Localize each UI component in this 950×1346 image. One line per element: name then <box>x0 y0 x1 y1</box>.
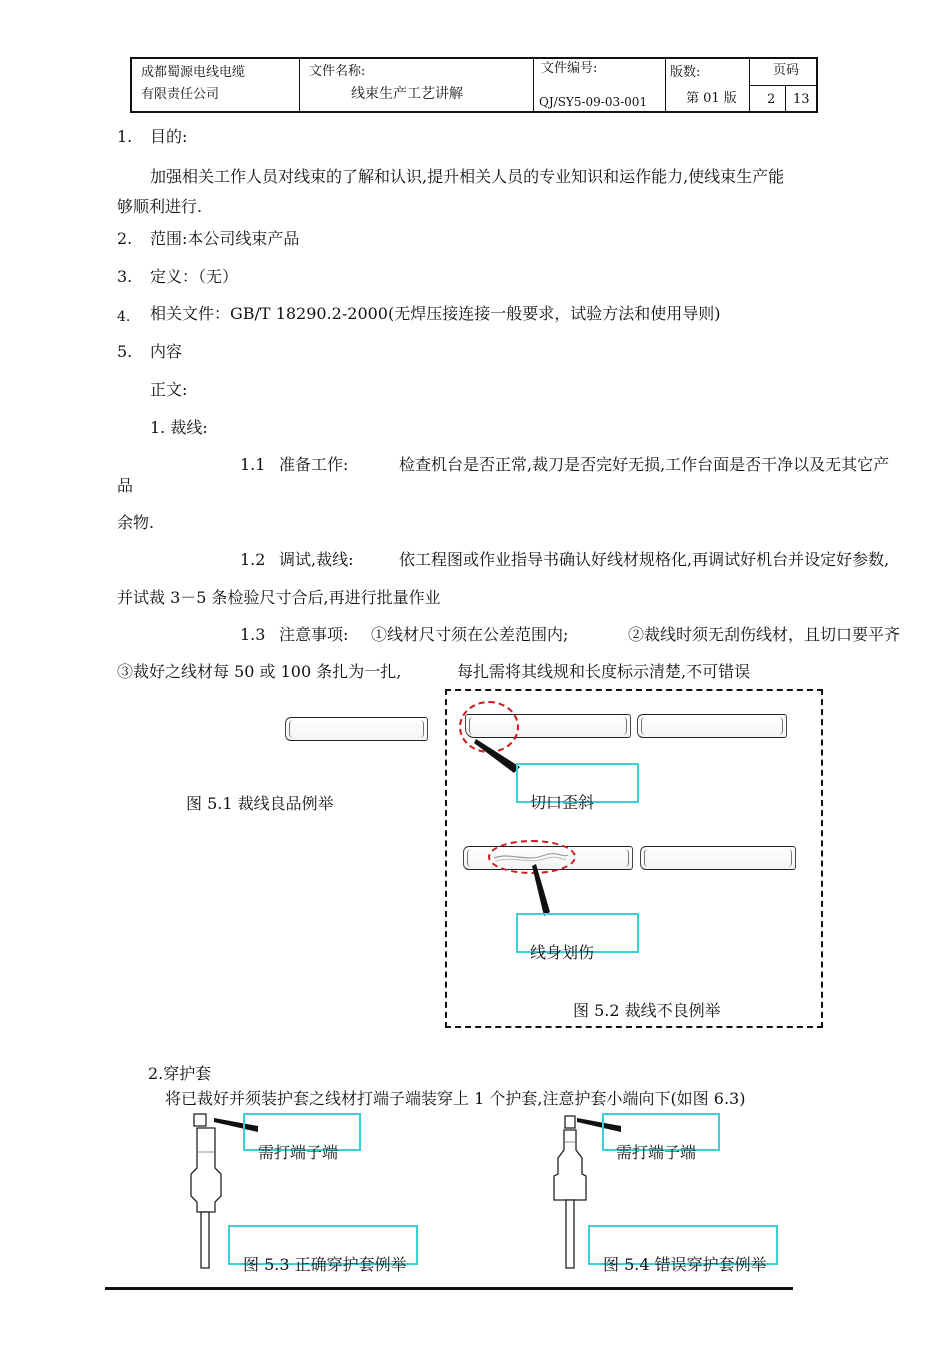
step-1-2-wrap: 并试裁 3－5 条检验尺寸合后,再进行批量作业 <box>117 588 441 607</box>
section-4-text: 相关文件：GB/T 18290.2-2000(无焊压接连接一般要求，试验方法和使用导则) <box>150 304 721 323</box>
terminal-end-label-b: 需打端子端 <box>616 1143 697 1162</box>
step-1-1-wrap2: 余物. <box>117 513 155 532</box>
section-5-text: 内容 <box>150 342 183 361</box>
step-1-3-label: 注意事项: <box>279 625 349 644</box>
footer-rule <box>105 1287 793 1290</box>
version-value: 第 01 版 <box>686 91 737 106</box>
fileno-value: QJ/SY5-09-03-001 <box>539 95 648 109</box>
good-wire-illustration <box>285 717 428 741</box>
cut-wire-title: 1. 裁线: <box>150 418 208 437</box>
step-1-3-number: 1.3 <box>240 625 266 644</box>
sleeve-section-title: 2.穿护套 <box>148 1064 212 1083</box>
version-label: 版数: <box>670 65 701 80</box>
step-1-1-wrap1: 品 <box>117 476 134 495</box>
step-1-1-label: 准备工作: <box>279 455 349 474</box>
step-1-3-item1: ①线材尺寸须在公差范围内; <box>371 625 569 644</box>
figure-5-2-caption: 图 5.2 裁线不良例举 <box>573 1001 721 1020</box>
sleeve-section-text: 将已裁好并须装护套之线材打端子端装穿上 1 个护套,注意护套小端向下(如图 6.3) <box>165 1089 746 1108</box>
section-1-number: 1. <box>117 127 133 146</box>
step-1-2-text: 依工程图或作业指导书确认好线材规格化,再调试好机台并设定好参数, <box>399 550 890 569</box>
section-3-text: 定义：（无） <box>150 267 239 286</box>
filename-value: 线束生产工艺讲解 <box>351 86 463 102</box>
step-1-3-item3b: 每扎需将其线规和长度标示清楚,不可错误 <box>457 662 751 681</box>
step-1-1-number: 1.1 <box>240 455 266 474</box>
section-1-body-line1: 加强相关工作人员对线束的了解和认识,提升相关人员的专业知识和运作能力,使线束生产能 <box>150 167 785 186</box>
company-name-line1: 成都蜀源电线电缆 <box>141 65 246 80</box>
crooked-cut-wire-piece <box>637 714 787 738</box>
section-1-title: 目的: <box>150 127 188 146</box>
section-5-number: 5. <box>117 342 133 361</box>
figure-5-4-caption: 图 5.4 错误穿护套例举 <box>603 1255 767 1274</box>
fileno-label: 文件编号: <box>541 61 598 76</box>
step-1-1-text: 检查机台是否正常,裁刀是否完好无损,工作台面是否干净以及无其它产 <box>399 455 890 474</box>
step-1-3-item2: ②裁线时须无刮伤线材，且切口要平齐 <box>628 625 901 644</box>
filename-label: 文件名称: <box>309 64 366 79</box>
terminal-end-label-a: 需打端子端 <box>258 1143 339 1162</box>
step-1-2-number: 1.2 <box>240 550 266 569</box>
section-1-body-line2: 够顺利进行. <box>117 197 203 216</box>
page-total: 13 <box>793 92 810 107</box>
body-label: 正文: <box>150 380 188 399</box>
step-1-3-item3: ③裁好之线材每 50 或 100 条扎为一扎, <box>117 662 402 681</box>
figure-5-3-caption: 图 5.3 正确穿护套例举 <box>243 1255 407 1274</box>
page-current: 2 <box>767 92 776 107</box>
page-code-label: 页码 <box>773 63 800 78</box>
company-name-line2: 有限责任公司 <box>141 87 220 102</box>
header-page-divider <box>750 85 816 86</box>
section-2-text: 范围:本公司线束产品 <box>150 229 300 248</box>
scratched-wire-piece <box>640 846 796 870</box>
scratch-label: 线身划伤 <box>530 943 595 962</box>
step-1-2-label: 调试,裁线: <box>279 550 354 569</box>
figure-5-1-caption: 图 5.1 裁线良品例举 <box>186 794 334 813</box>
section-2-number: 2. <box>117 229 133 248</box>
crooked-cut-label: 切口歪斜 <box>530 793 595 812</box>
section-3-number: 3. <box>117 267 133 286</box>
callout-arrow-icon <box>526 862 556 918</box>
header-page-split <box>785 85 786 111</box>
section-4-number: 4. <box>117 309 131 325</box>
